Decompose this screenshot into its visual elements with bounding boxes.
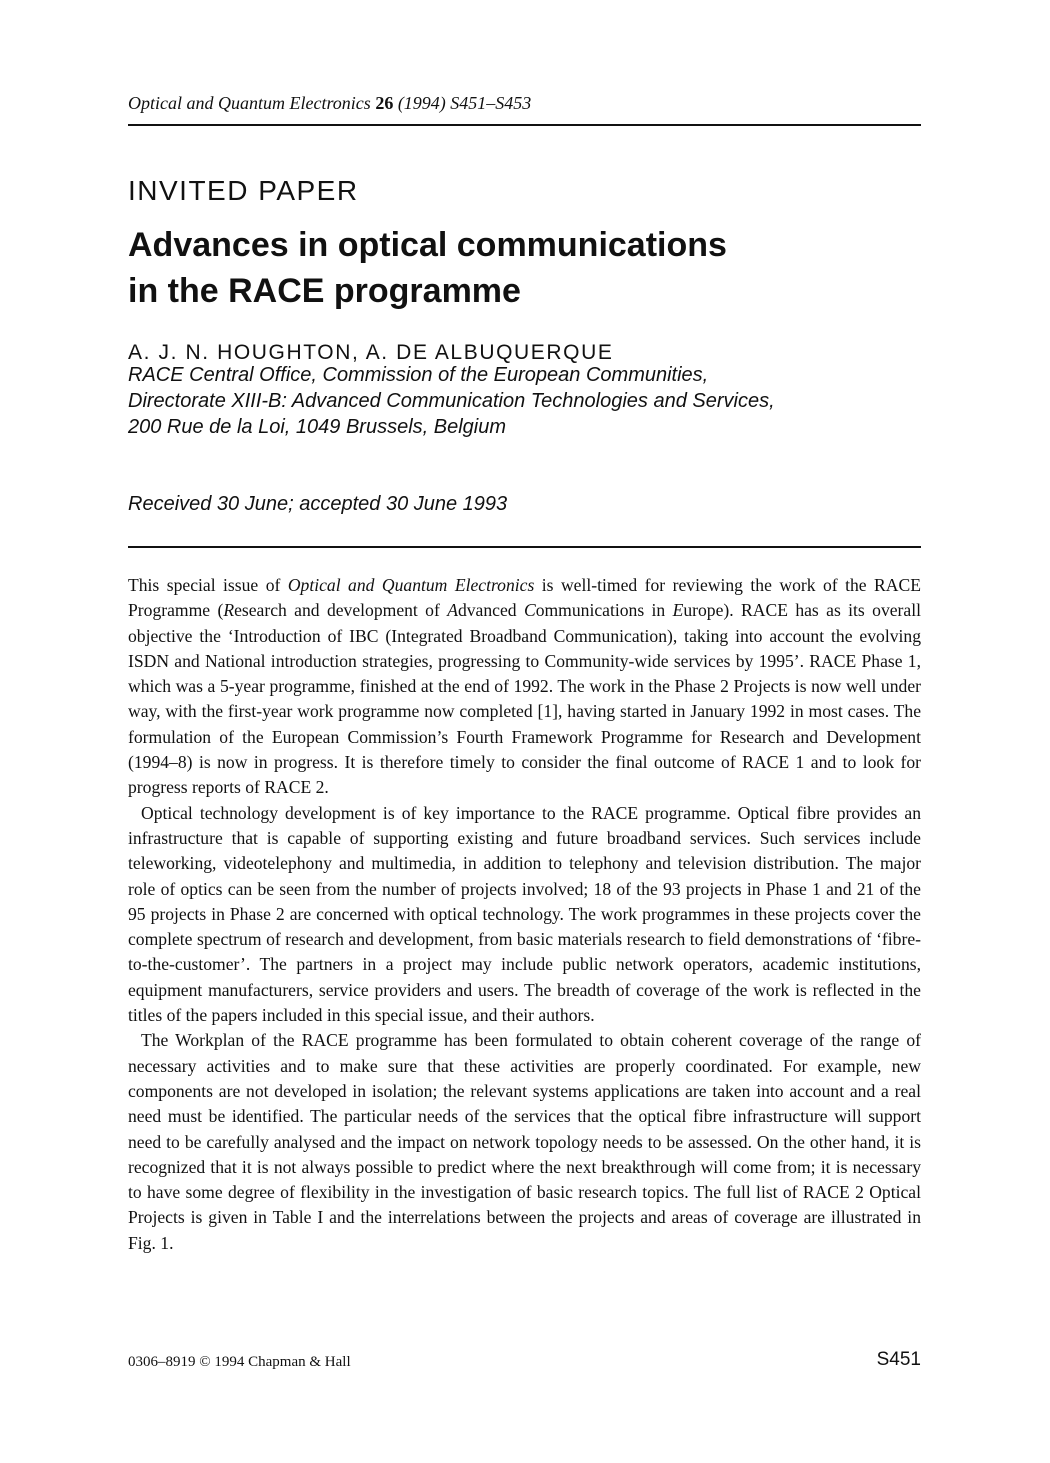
acronym-letter: R (223, 600, 235, 621)
affiliation-line: 200 Rue de la Loi, 1049 Brussels, Belgium (128, 416, 507, 438)
affiliation-line: RACE Central Office, Commission of the European Communities, (128, 364, 709, 386)
body-paragraph: Optical technology development is of key importance to the RACE programme. Optical fibre provides an infrastructure that is capable of supporting existing and future broadband services. Such services include teleworking, videotelephony and multimedia, in addition to telephony and television distribution. The major role of optics can be seen from the number of projects involved; 18 of the 93 projects in Phase 1 and 21 of the 95 projects in Phase 2 are concerned with optical technology. The work programmes in these projects cover the complete spectrum of research and development, from basic materials research to field demonstrations of ‘fibre-to-the-customer’. The partners in a project may include public network operators, academic institutions, equipment manufacturers, service providers and users. The breadth of coverage of the work is reflected in the titles of the papers included in this special issue, and their authors. (128, 802, 921, 1026)
header-rule (128, 124, 921, 126)
journal-name-italic: Optical and Quantum Electronics (287, 575, 535, 595)
text-run: ommunications in (535, 600, 673, 621)
article-body (128, 573, 921, 1256)
title-line: in the RACE programme (128, 272, 521, 310)
text-run: This special issue of (128, 575, 288, 595)
article-kind: INVITED PAPER (128, 175, 359, 206)
abstract-rule (128, 546, 921, 548)
volume-number: 26 (375, 93, 394, 113)
body-paragraph: The Workplan of the RACE programme has been formulated to obtain coherent coverage of the range of necessary activities and to make sure that these activities are properly coordinated. For example, new components are not developed in isolation; the relevant systems applications are taken into account and a real need must be identified. The particular needs of the services that the optical fibre infrastructure will support need to be carefully analysed and the impact on network topology needs to be assessed. On the other hand, it is recognized that it is not always possible to predict where the next breakthrough will come from; it is necessary to have some degree of flexibility in the investigation of basic research topics. The full list of RACE 2 Optical Projects is given in Table I and the interrelations between the projects and areas of coverage are illustrated in Fig. 1. (128, 1030, 921, 1253)
text-run: urope). RACE has as its overall objective the ‘Introduction of IBC (Integrated Broadband Communication), taking into account the evolving ISDN and National introduction strategies, progressing to Community-wide services by 1995’. RACE Phase 1, which was a 5-year programme, finished at the end of 1992. The work in the Phase 2 Projects is now well under way, with the first-year work programme now completed [1], having started in January 1992 in most cases. The formulation of the European Commission’s Fourth Framework Programme for Research and Development (1994–8) is now in progress. It is therefore timely to consider the final outcome of RACE 1 and to look for progress reports of RACE 2. (128, 600, 921, 798)
page-number: S451 (876, 1349, 921, 1370)
article-title (128, 222, 920, 314)
affiliation (128, 362, 928, 440)
title-line: Advances in optical communications (128, 226, 727, 264)
running-head (128, 92, 920, 114)
issn-copyright: 0306–8919 © 1994 Chapman & Hall (128, 1354, 351, 1370)
year-pages: (1994) S451–S453 (397, 93, 532, 113)
text-run: esearch and development of (234, 600, 448, 621)
received-dates: Received 30 June; accepted 30 June 1993 (128, 493, 508, 515)
authors: A. J. N. HOUGHTON, A. DE ALBUQUERQUE (128, 341, 614, 364)
journal-name: Optical and Quantum Electronics (128, 93, 371, 113)
body-paragraph (128, 573, 921, 801)
page-footer (128, 1349, 921, 1376)
text-run: is well-timed for reviewing the work of the RACE Programme ( (128, 575, 921, 621)
acronym-letter: A (447, 600, 458, 621)
affiliation-line: Directorate XIII-B: Advanced Communication Technologies and Services, (128, 390, 775, 412)
acronym-letter: E (672, 600, 684, 621)
acronym-letter: C (523, 600, 536, 621)
text-run: dvanced (457, 600, 524, 621)
